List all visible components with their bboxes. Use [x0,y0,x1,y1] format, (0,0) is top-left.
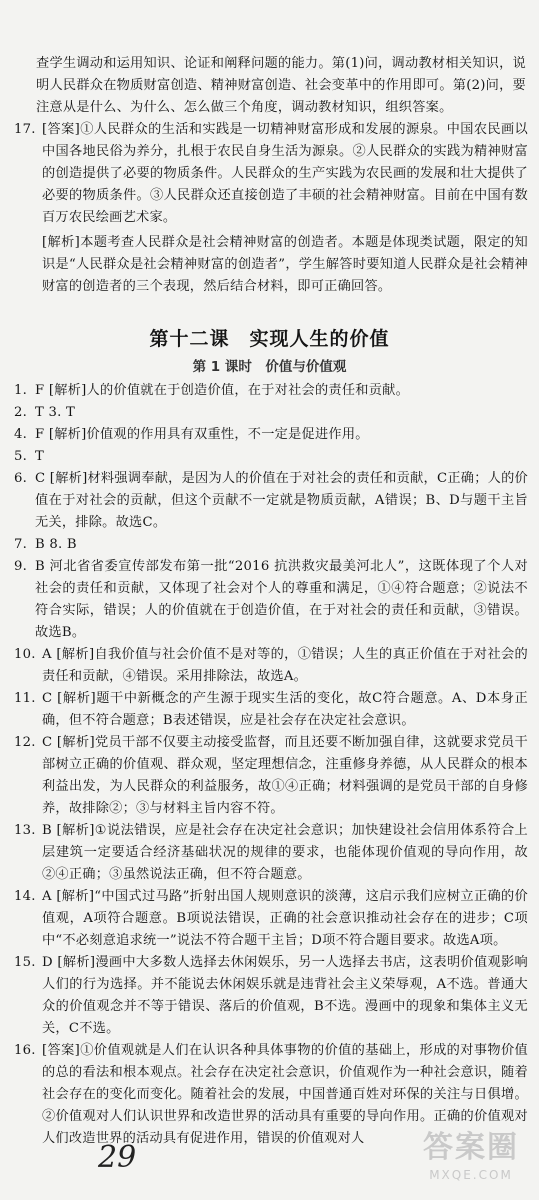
intro-paragraph: 查学生调动和运用知识、论证和阐释问题的能力。第(1)问，调动教材相关知识，说明人民群众在物质财富创造、精神财富创造、社会变革中的作用即可。第(2)问，要注意从是什么、为什么、怎么做三个角度，调动教材知识，组织答案。 [36,56,526,115]
answer-list [14,380,528,1150]
list-item: 4. F [解析]价值观的作用具有双重性，不一定是促进作用。 [14,427,369,442]
page-number: 29 [98,1140,137,1175]
list-item: 9. B 河北省省委宣传部发布第一批“2016 抗洪救灾最美河北人”，这既体现了个人对社会的责任和贡献，又体现了社会对个人的尊重和满足，①④符合题意；②说法不符合实际，错误；人的价值就在于创造价值，在于对社会的责任和贡献，③错误。故选B。 [14,559,528,640]
lesson-title: 第十二课 实现人生的价值 [149,328,390,350]
watermark-logo: 答案圈 MXQE.COM [423,1130,519,1182]
list-item: 11. C [解析]题干中新概念的产生源于现实生活的变化，故C符合题意。A、D本身正确，但不符合题意；B表述错误，应是社会存在决定社会意识。 [14,691,528,728]
list-item: 10. A [解析]自我价值与社会价值不是对等的，①错误；人生的真正价值在于对社会的责任和贡献，④错误。采用排除法，故选A。 [14,647,528,684]
analysis-text: [解析]本题考查人民群众是社会精神财富的创造者。本题是体现类试题，限定的知识是“人民群众是社会精神财富的创造者”，学生解答时要知道人民群众是社会精神财富的创造者的三个表现，然后结合材料，即可正确回答。 [42,235,528,294]
list-item: 1. F [解析]人的价值就在于创造价值，在于对社会的责任和贡献。 [14,383,410,398]
question-number: 17. [14,122,36,137]
list-item: 7. B 8. B [14,537,77,552]
list-item: 16. [答案]①价值观就是人们在认识各种具体事物的价值的基础上，形成的对事物价值的总的看法和根本观点。社会存在决定社会意识，价值观作为一种社会意识，随着社会存在的变化而变化。随着社会的发展，中国普通百姓对环保的关注与日俱增。②价值观对人们认识世界和改造世界的活动具有重要的导向作用。正确的价值观对人们改造世界的活动具有促进作用，错误的价值观对人 [14,1043,528,1146]
list-item: 13. B [解析]①说法错误，应是社会存在决定社会意识；加快建设社会信用体系符合上层建筑一定要适合经济基础状况的规律的要求，也能体现价值观的导向作用，故②④正确；③虽然说法正确，但不符合题意。 [14,823,528,882]
question-17 [14,119,528,298]
answer-text: [答案]①人民群众的生活和实践是一切精神财富形成和发展的源泉。中国农民画以中国各地民俗为养分，扎根于农民自身生活为源泉。②人民群众的实践为精神财富的创造提供了必要的物质条件。人民群众的生产实践为农民画的发展和壮大提供了必要的物质条件。③人民群众还直接创造了丰硕的社会精神财富。目前在中国有数百万农民绘画艺术家。 [42,122,528,225]
list-item: 12. C [解析]党员干部不仅要主动接受监督，而且还要不断加强自律，这就要求党员干部树立正确的价值观、群众观，坚定理想信念，注重修身养德，从人民群众的根本利益出发，为人民群众的利益服务，故①④正确；材料强调的是党员干部的自身修养，故排除②；③与材料主旨内容不符。 [14,735,528,816]
list-item: 6. C [解析]材料强调奉献，是因为人的价值在于对社会的责任和贡献，C正确；人的价值在于对社会的贡献，但这个贡献不一定就是物质贡献，A错误；B、D与题干主旨无关，排除。故选C。 [14,471,528,530]
list-item: 15. D [解析]漫画中大多数人选择去休闲娱乐，另一人选择去书店，这表明价值观影响人们的行为选择。并不能说去休闲娱乐就是违背社会主义荣辱观，A不选。普通大众的价值观念并不等于错误、落后的价值观，B不选。漫画中的现象和集体主义无关，C不选。 [14,955,528,1036]
section-title: 第 1 课时 价值与价值观 [192,359,347,375]
list-item: 2. T 3. T [14,405,76,420]
list-item: 14. A [解析]“中国式过马路”折射出国人规则意识的淡薄，这启示我们应树立正确的价值观，A项符合题意。B项说法错误，正确的社会意识推动社会存在的进步；C项中“不必刻意追求统一”说法不符合题干主旨；D项不符合题目要求。故选A项。 [14,889,528,948]
list-item: 5. T [14,449,45,464]
